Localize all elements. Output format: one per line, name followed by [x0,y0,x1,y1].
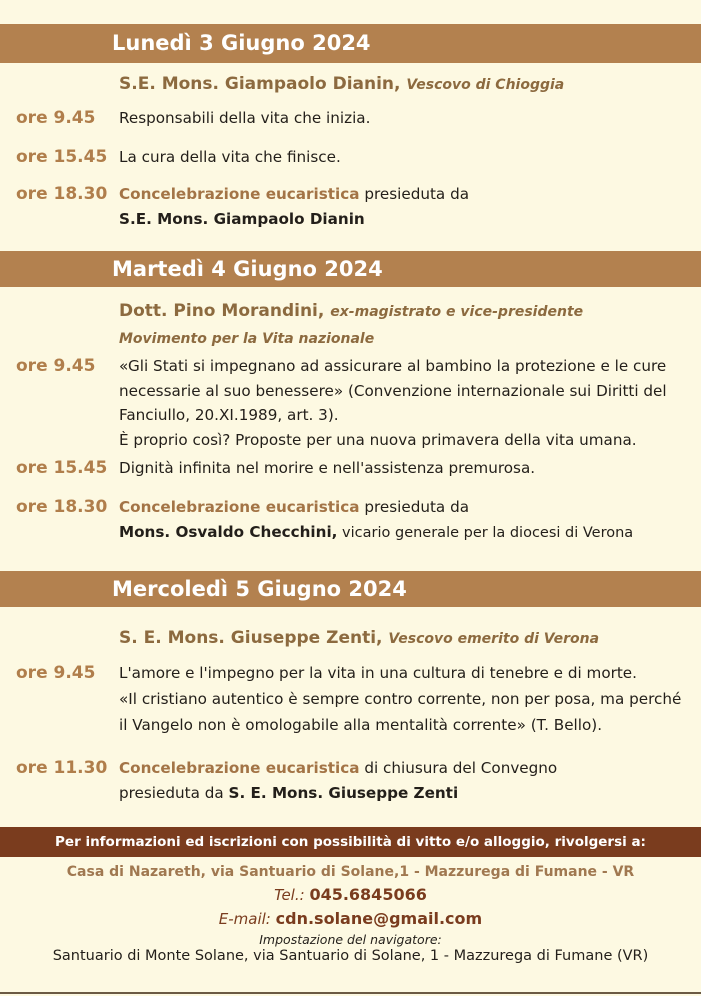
speaker-name: S.E. Mons. Giampaolo Dianin, [119,74,401,94]
speaker-role-line-2 [119,328,374,348]
session-text-pre: presieduta da [119,783,229,802]
session-text [119,182,691,231]
session-quote: «Gli Stati si impegnano ad assicurare al bambino la protezione e le cure necessarie al suo benessere» (Convenzione internazionale sui Diritti del Fanciullo, 20.XI.1989, art. 3). [119,357,667,424]
session-quote: «Il cristiano autentico è sempre contro corrente, non per posa, ma perché il Vangelo non è omologabile alla mentalità corrente» (T. Bello). [119,690,682,734]
day-header-1 [0,24,701,63]
session-title: L'amore e l'impegno per la vita in una cultura di tenebre e di morte. [119,664,637,682]
presider-note: vicario generale per la diocesi di Verona [337,524,634,541]
day-header-2 [0,251,701,287]
presider-name: S. E. Mons. Giuseppe Zenti [228,783,459,802]
presider-name: Mons. Osvaldo Checchini, [119,522,338,541]
session-highlight: Concelebrazione eucaristica [119,185,360,203]
session-highlight: Concelebrazione eucaristica [119,498,360,516]
session-time: ore 9.45 [16,356,96,376]
session-highlight: Concelebrazione eucaristica [119,759,360,777]
day-date: Lunedì 3 Giugno 2024 [112,31,371,55]
session-time: ore 9.45 [16,108,96,128]
navigator-label: Impostazione del navigatore: [259,932,442,947]
email-address[interactable]: cdn.solane@gmail.com [275,909,483,928]
day-date: Martedì 4 Giugno 2024 [112,257,383,281]
speaker-role: ex-magistrato e vice-presidente [330,304,584,320]
session-time: ore 15.45 [16,458,108,478]
day-header-3 [0,571,701,607]
bottom-divider [0,992,701,994]
speaker-role: Vescovo di Chioggia [406,77,565,93]
session-time: ore 18.30 [16,497,108,517]
session-text: Responsabili della vita che inizia. [119,109,371,127]
session-text [119,660,691,738]
speaker-line [119,628,599,648]
info-banner: Per informazioni ed iscrizioni con possibilità di vitto e/o alloggio, rivolgersi a: [0,827,701,857]
session-time: ore 9.45 [16,663,96,683]
navigator-address: Santuario di Monte Solane, via Santuario di Solane, 1 - Mazzurega di Fumane (VR) [52,948,649,964]
email-label: E-mail: [218,910,276,928]
contact-address: Casa di Nazareth, via Santuario di Solane,1 - Mazzurega di Fumane - VR [66,864,635,880]
session-text-rest: presieduta da [359,185,470,203]
contact-email [0,909,701,928]
session-text [119,756,691,805]
phone-label: Tel.: [274,886,310,904]
speaker-line [119,301,583,321]
session-time: ore 18.30 [16,184,108,204]
contact-phone [0,885,701,904]
session-text: Dignità infinita nel morire e nell'assistenza premurosa. [119,459,536,477]
presider-name: S.E. Mons. Giampaolo Dianin [119,209,365,228]
session-text-rest: presieduta da [359,498,470,516]
session-text [119,354,691,452]
speaker-role: Vescovo emerito di Verona [388,631,600,647]
session-time: ore 15.45 [16,147,108,167]
phone-number[interactable]: 045.6845066 [309,885,427,904]
speaker-name: S. E. Mons. Giuseppe Zenti, [119,628,383,648]
speaker-name: Dott. Pino Morandini, [119,301,325,321]
session-text [119,495,691,545]
speaker-role-2: Movimento per la Vita nazionale [119,331,375,347]
session-time: ore 11.30 [16,758,108,778]
session-text: La cura della vita che finisce. [119,148,341,166]
speaker-line [119,74,564,94]
session-question: È proprio così? Proposte per una nuova primavera della vita umana. [119,430,637,449]
day-date: Mercoledì 5 Giugno 2024 [112,577,407,601]
session-text-rest: di chiusura del Convegno [359,759,558,777]
